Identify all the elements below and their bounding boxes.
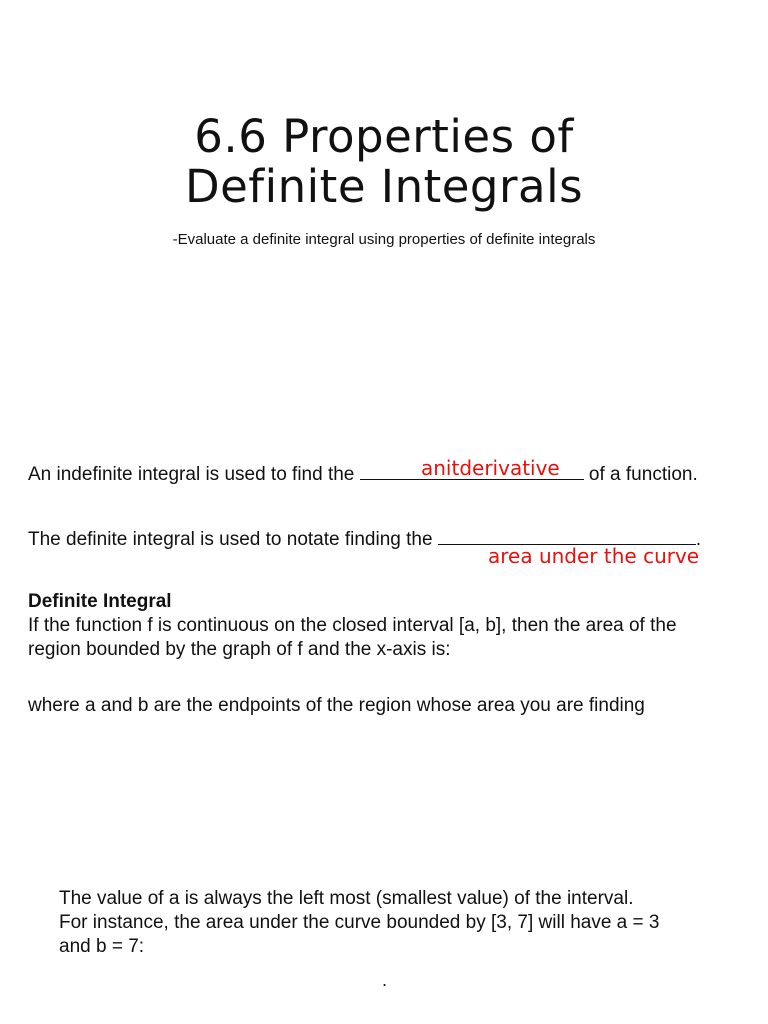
note-block <box>59 887 759 959</box>
sentence-2-before: The definite integral is used to notate finding the <box>28 529 438 550</box>
subtitle: -Evaluate a definite integral using properties of definite integrals <box>172 231 596 248</box>
definition-block <box>28 590 758 662</box>
title-line-2: Definite Integrals <box>184 160 584 213</box>
endpoints-text: where a and b are the endpoints of the region whose area you are finding <box>28 695 645 716</box>
answer-area-under-curve: area under the curve <box>488 544 700 568</box>
definition-heading: Definite Integral <box>28 591 172 612</box>
period-mark: . <box>382 970 388 990</box>
sentence-2-after: . <box>695 529 702 550</box>
sentence-1-after: of a function. <box>583 464 698 485</box>
sentence-1-before: An indefinite integral is used to find the <box>28 464 360 485</box>
title-line-1: 6.6 Properties of <box>194 110 574 163</box>
note-line-3: and b = 7: <box>59 936 145 957</box>
definition-line-1: If the function f is continuous on the closed interval [a, b], then the area of the <box>28 615 677 636</box>
answer-antiderivative: anitderivative <box>421 456 560 480</box>
page-title <box>0 112 768 212</box>
note-line-2: For instance, the area under the curve bounded by [3, 7] will have a = 3 <box>59 912 660 933</box>
sentence-indefinite <box>28 461 698 486</box>
answer-blank-2 <box>438 526 696 545</box>
definition-line-2: region bounded by the graph of f and the x-axis is: <box>28 639 451 660</box>
note-line-1: The value of a is always the left most (smallest value) of the interval. <box>59 888 634 909</box>
